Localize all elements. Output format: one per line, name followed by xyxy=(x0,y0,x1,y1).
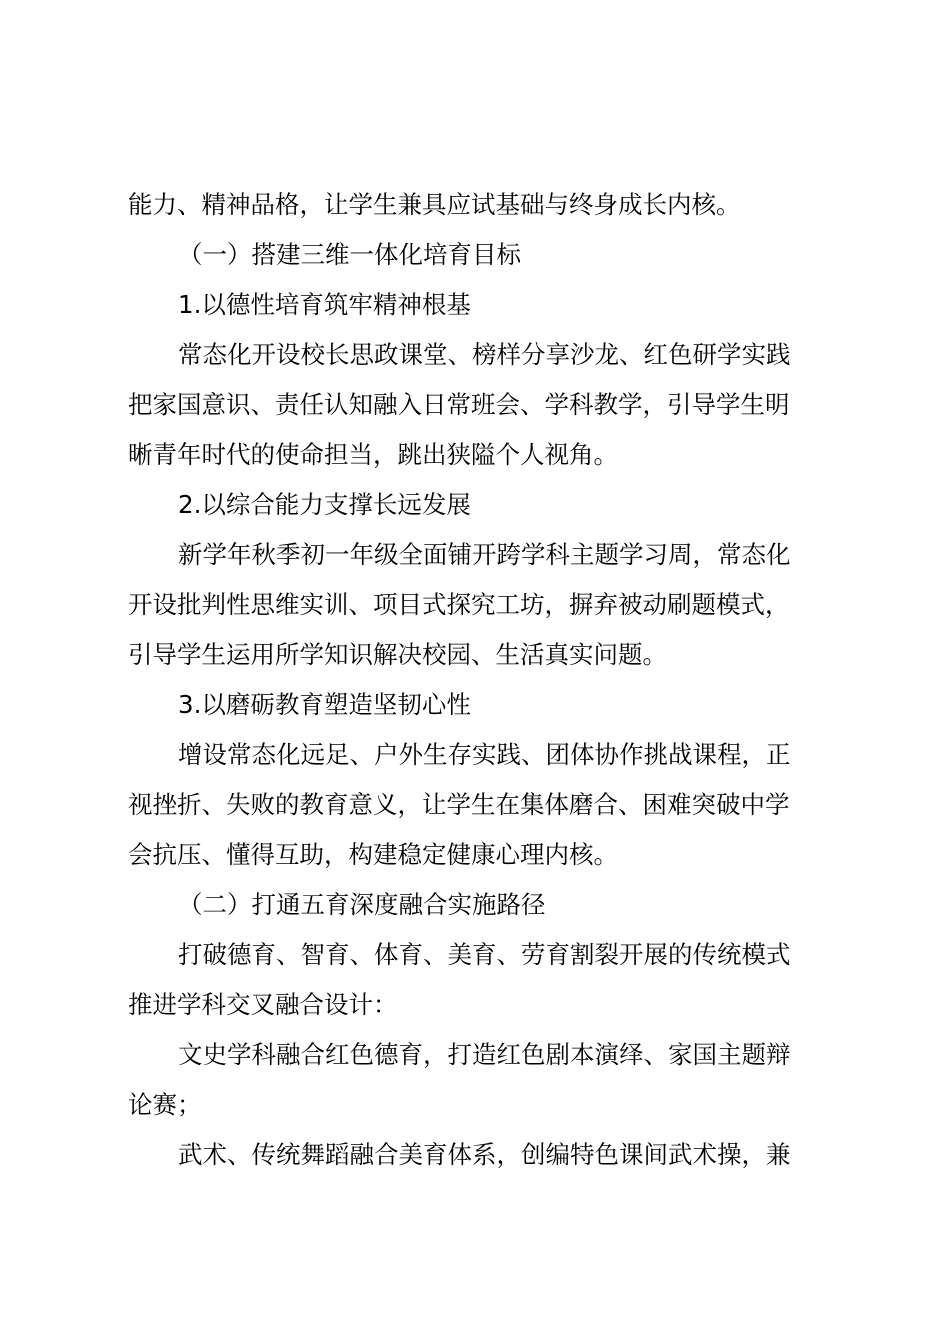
subsection-heading: 2.以综合能力支撑长远发展 xyxy=(178,490,471,519)
paragraph-line: 常态化开设校长思政课堂、榜样分享沙龙、红色研学实践 xyxy=(178,340,791,369)
paragraph-line: 文史学科融合红色德育，打造红色剧本演绎、家国主题辩 xyxy=(178,1040,791,1069)
section-heading: （一）搭建三维一体化培育目标 xyxy=(178,240,521,269)
subsection-heading: 1.以德性培育筑牢精神根基 xyxy=(178,290,471,319)
paragraph-line: 开设批判性思维实训、项目式探究工坊，摒弃被动刷题模式， xyxy=(128,590,790,619)
paragraph-line: 推进学科交叉融合设计： xyxy=(128,990,398,1019)
paragraph-line: 新学年秋季初一年级全面铺开跨学科主题学习周，常态化 xyxy=(178,540,791,569)
paragraph-line: 能力、精神品格，让学生兼具应试基础与终身成长内核。 xyxy=(128,190,741,219)
paragraph-line: 视挫折、失败的教育意义，让学生在集体磨合、困难突破中学 xyxy=(128,790,790,819)
paragraph-line: 把家国意识、责任认知融入日常班会、学科教学，引导学生明 xyxy=(128,390,790,419)
paragraph-line: 论赛； xyxy=(128,1090,202,1119)
paragraph-line: 引导学生运用所学知识解决校园、生活真实问题。 xyxy=(128,640,667,669)
paragraph-line: 打破德育、智育、体育、美育、劳育割裂开展的传统模式 xyxy=(178,940,791,969)
paragraph-line: 会抗压、懂得互助，构建稳定健康心理内核。 xyxy=(128,840,618,869)
paragraph-line: 增设常态化远足、户外生存实践、团体协作挑战课程，正 xyxy=(178,740,791,769)
paragraph-line: 武术、传统舞蹈融合美育体系，创编特色课间武术操，兼 xyxy=(178,1140,791,1169)
section-heading: （二）打通五育深度融合实施路径 xyxy=(178,890,546,919)
paragraph-line: 晰青年时代的使命担当，跳出狭隘个人视角。 xyxy=(128,440,618,469)
subsection-heading: 3.以磨砺教育塑造坚韧心性 xyxy=(178,690,471,719)
